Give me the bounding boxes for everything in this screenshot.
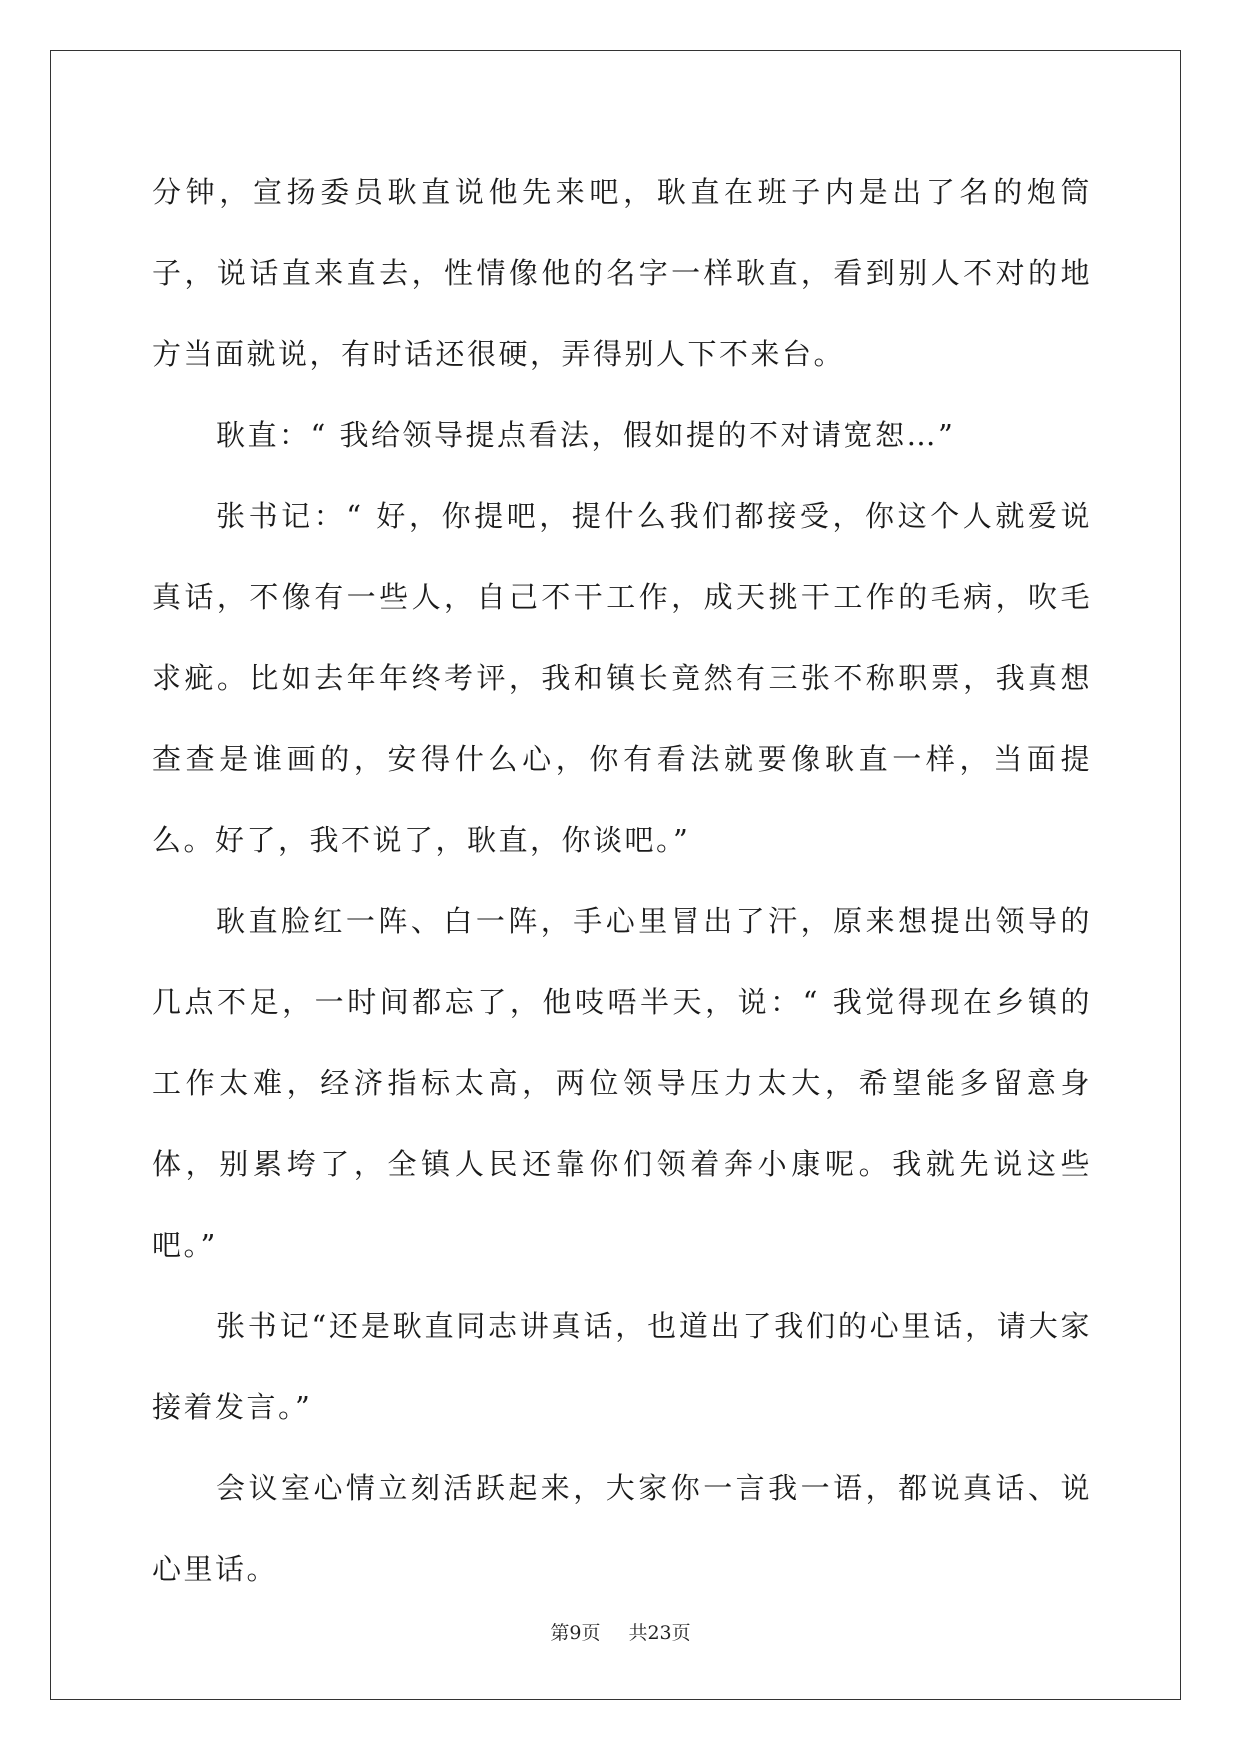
paragraph-2: 耿直：“ 我给领导提点看法，假如提的不对请宽恕…” <box>216 418 956 452</box>
page-footer <box>0 1618 1241 1645</box>
paragraph-6: 会议室心情立刻活跃起来，大家你一言我一语，都说真话、说心里话。 <box>152 1471 1092 1586</box>
document-body <box>152 152 1092 1610</box>
page-total: 共23页 <box>628 1622 691 1644</box>
page-number: 第9页 <box>550 1622 601 1644</box>
paragraph-4: 耿直脸红一阵、白一阵，手心里冒出了汗，原来想提出领导的几点不足，一时间都忘了，他吱唔半天，说：“ 我觉得现在乡镇的工作太难，经济指标太高，两位领导压力太大，希望能多留意身体，别累垮了，全镇人民还靠你们领着奔小康呢。我就先说这些吧。” <box>152 904 1092 1262</box>
paragraph-1: 分钟，宣扬委员耿直说他先来吧，耿直在班子内是出了名的炮筒子，说话直来直去，性情像他的名字一样耿直，看到别人不对的地方当面就说，有时话还很硬，弄得别人下不来台。 <box>152 175 1092 371</box>
paragraph-3: 张书记：“ 好，你提吧，提什么我们都接受，你这个人就爱说真话，不像有一些人，自己不干工作，成天挑干工作的毛病，吹毛求疵。比如去年年终考评，我和镇长竟然有三张不称职票，我真想查查是谁画的，安得什么心，你有看法就要像耿直一样，当面提么。好了，我不说了，耿直，你谈吧。” <box>152 499 1092 857</box>
paragraph-5: 张书记“还是耿直同志讲真话，也道出了我们的心里话，请大家接着发言。” <box>152 1309 1092 1424</box>
